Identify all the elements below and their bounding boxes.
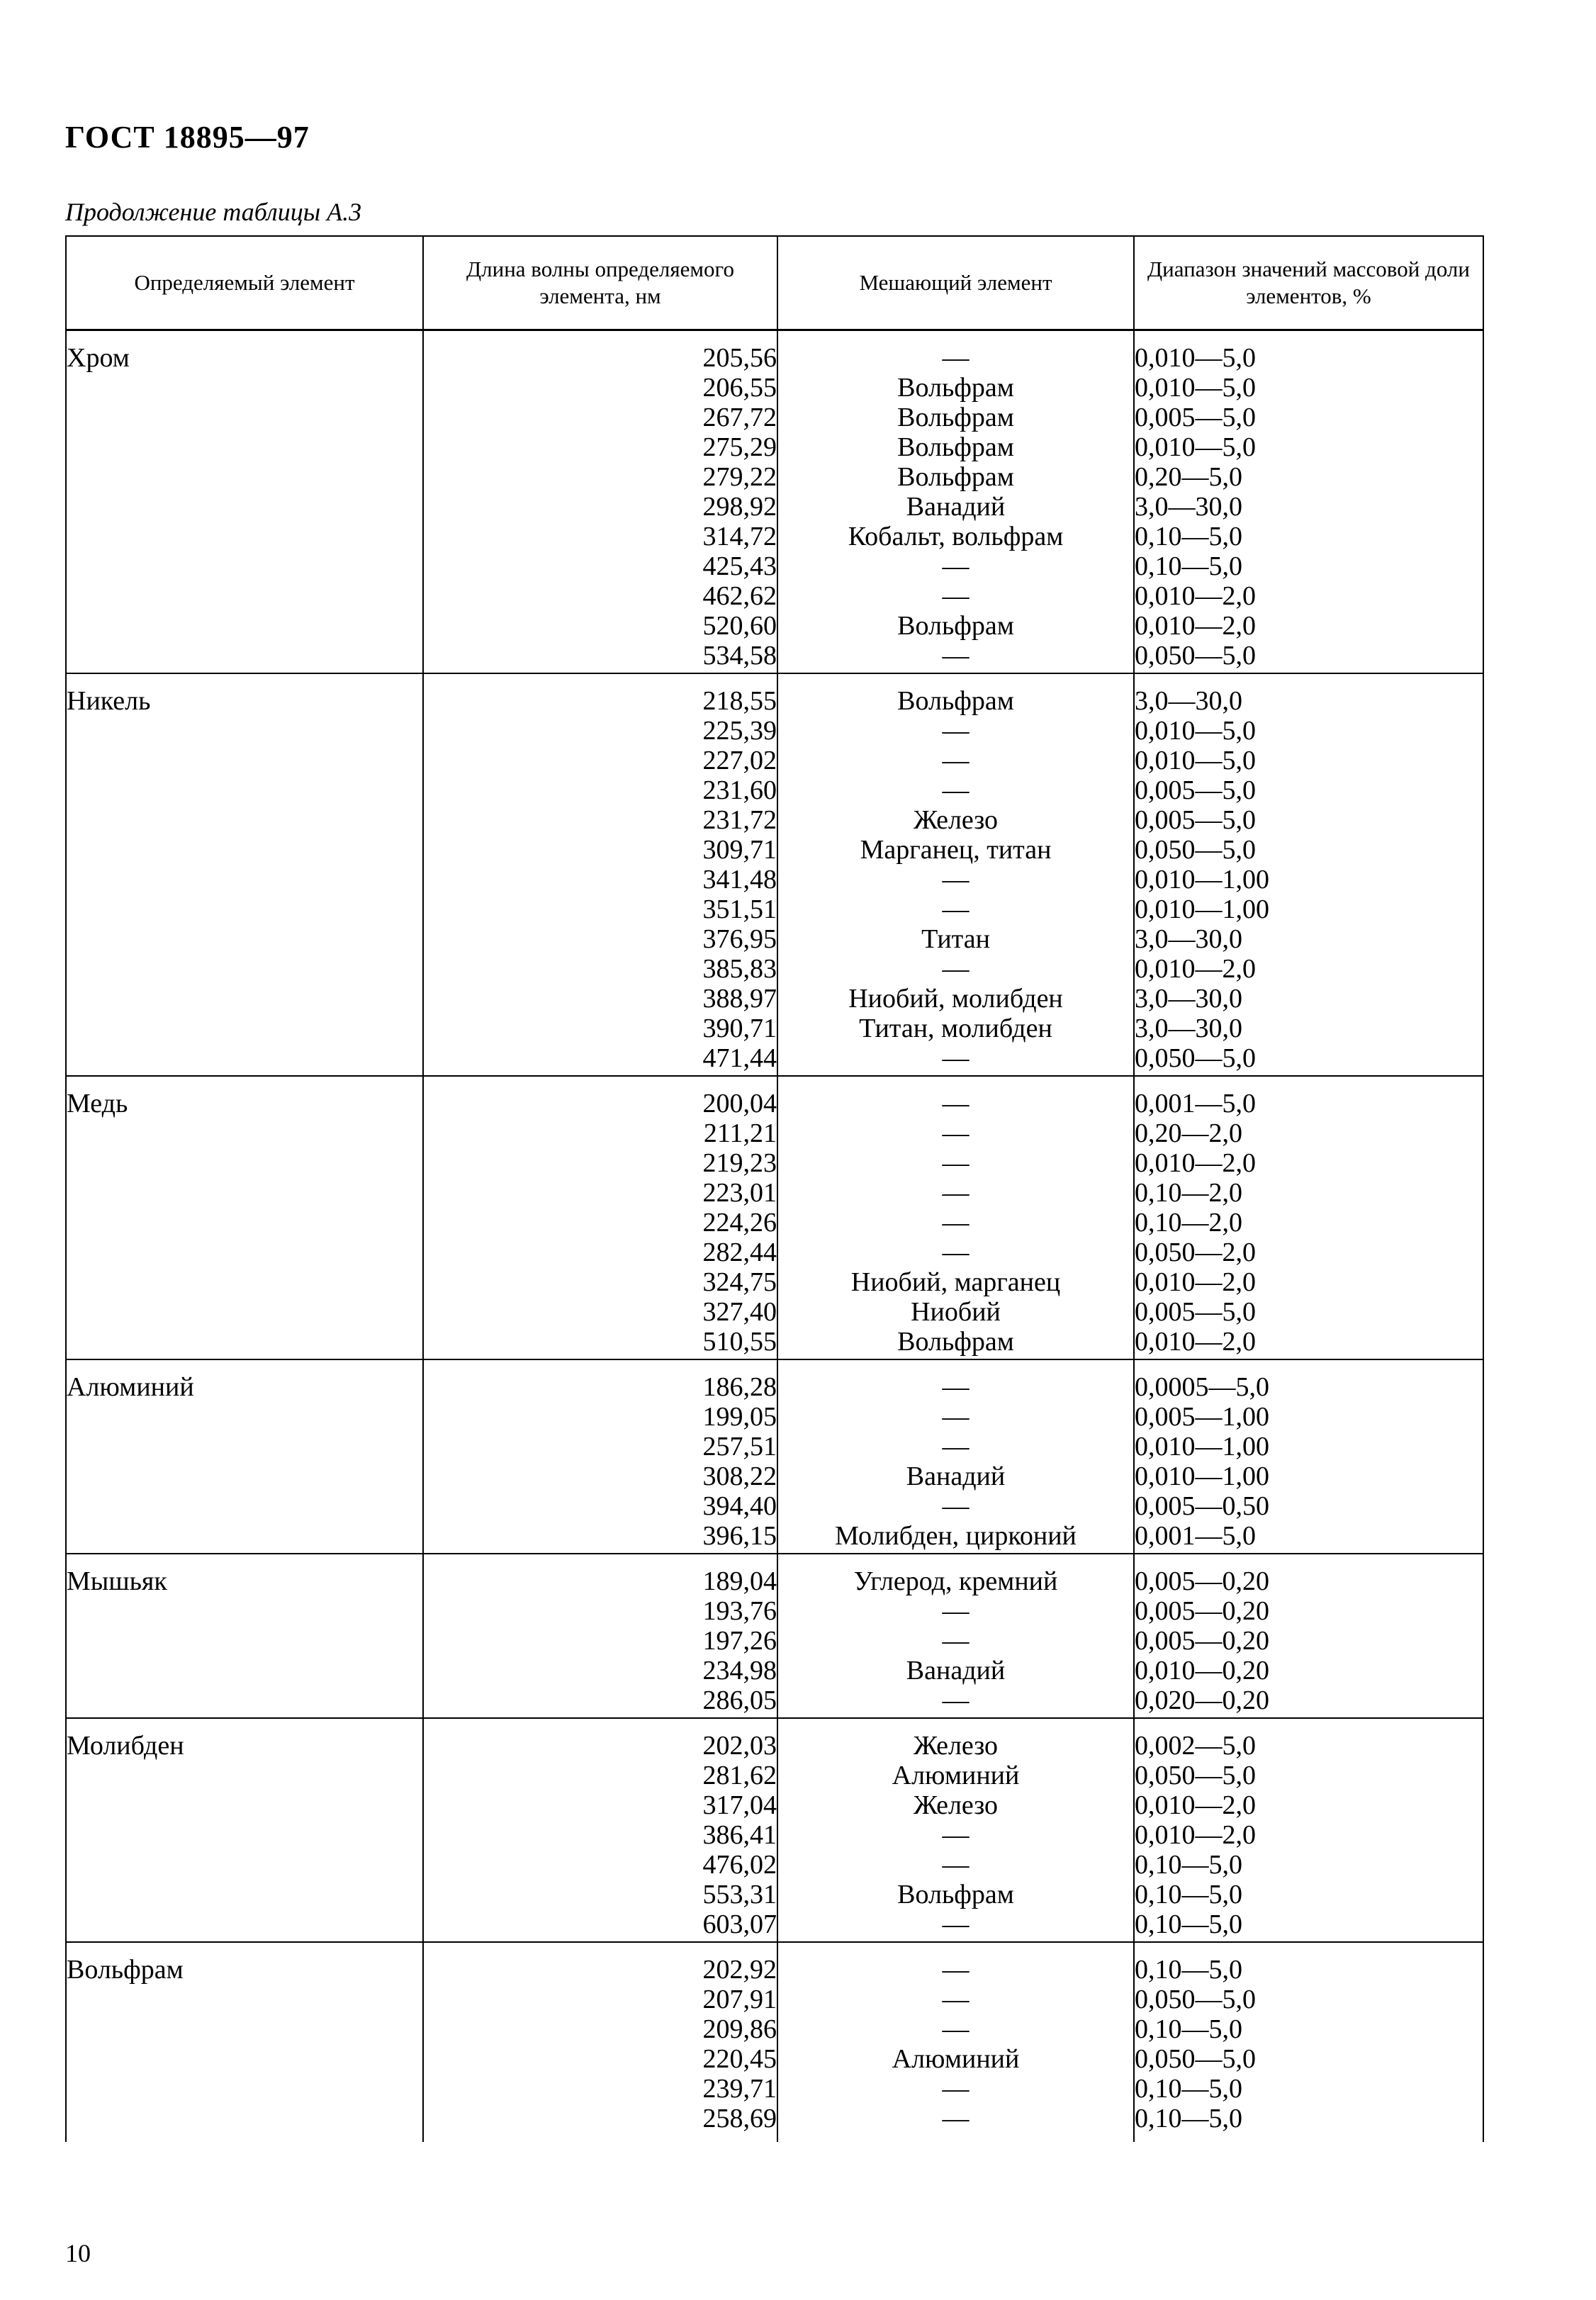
cell-determined-element <box>66 1076 423 1359</box>
wavelength-value: 202,03 <box>702 1731 777 1761</box>
table-row <box>66 1359 1483 1554</box>
wavelength-value: 218,55 <box>702 686 777 716</box>
cell-interfering-elements <box>777 673 1134 1076</box>
mass-fraction-range-value: 0,010—2,0 <box>1135 1267 1256 1297</box>
cell-interfering-elements <box>777 1718 1134 1942</box>
mass-fraction-range-value: 0,010—2,0 <box>1135 1327 1256 1357</box>
mass-fraction-range-value: 0,050—5,0 <box>1135 1043 1256 1073</box>
interfering-element-value: Ванадий <box>906 1656 1006 1685</box>
wavelength-value: 298,92 <box>702 492 777 522</box>
interfering-element-value: Вольфрам <box>897 462 1014 492</box>
element-name: Вольфрам <box>67 1955 184 1985</box>
wavelength-value: 351,51 <box>702 894 777 924</box>
wavelength-value: 341,48 <box>702 865 777 894</box>
mass-fraction-range-value: 0,010—5,0 <box>1135 716 1256 746</box>
mass-fraction-range-value: 0,10—2,0 <box>1135 1208 1242 1238</box>
interfering-element-value: Ниобий, марганец <box>850 1267 1061 1297</box>
column-header-mass-fraction-range: Диапазон значений массовой доли элементов, % <box>1134 236 1483 330</box>
page-number: 10 <box>65 2239 91 2267</box>
interfering-element-value: Углерод, кремний <box>853 1566 1058 1596</box>
interfering-element-value: — <box>942 1850 970 1880</box>
wavelength-value: 476,02 <box>702 1850 777 1880</box>
mass-fraction-range-value: 0,010—5,0 <box>1135 373 1256 403</box>
mass-fraction-range-value: 3,0—30,0 <box>1135 924 1242 954</box>
mass-fraction-range-value: 0,050—5,0 <box>1135 641 1256 671</box>
cell-determined-element <box>66 1554 423 1718</box>
wavelength-value: 209,86 <box>702 2014 777 2044</box>
mass-fraction-range-value: 0,010—1,00 <box>1135 894 1269 924</box>
interfering-element-value: — <box>942 954 970 984</box>
wavelength-value: 186,28 <box>702 1372 777 1402</box>
interfering-element-value: — <box>942 2074 970 2104</box>
mass-fraction-range-value: 0,10—5,0 <box>1135 1880 1242 1909</box>
mass-fraction-range-value: 0,005—5,0 <box>1135 403 1256 432</box>
mass-fraction-range-value: 0,005—0,20 <box>1135 1566 1269 1596</box>
cell-wavelengths <box>423 1554 777 1718</box>
interfering-element-value: — <box>942 1985 970 2014</box>
mass-fraction-range-value: 3,0—30,0 <box>1135 984 1242 1014</box>
mass-fraction-range-value: 0,050—5,0 <box>1135 1761 1256 1790</box>
wavelength-value: 425,43 <box>702 551 777 581</box>
mass-fraction-range-value: 0,010—2,0 <box>1135 581 1256 611</box>
wavelength-value: 227,02 <box>702 746 777 775</box>
mass-fraction-range-value: 0,010—2,0 <box>1135 1820 1256 1850</box>
element-name: Хром <box>67 343 130 373</box>
wavelength-value: 211,21 <box>703 1118 777 1148</box>
mass-fraction-range-value: 0,010—2,0 <box>1135 1790 1256 1820</box>
table-row <box>66 1076 1483 1359</box>
interfering-element-value: Вольфрам <box>897 1880 1014 1909</box>
cell-interfering-elements <box>777 1076 1134 1359</box>
cell-determined-element <box>66 1359 423 1554</box>
interfering-element-value: Молибден, цирконий <box>835 1521 1077 1551</box>
interfering-element-value: Алюминий <box>892 2044 1020 2074</box>
cell-wavelengths <box>423 1942 777 2142</box>
interfering-element-value: Ванадий <box>906 492 1006 522</box>
interfering-element-value: — <box>942 1208 970 1238</box>
mass-fraction-range-value: 3,0—30,0 <box>1135 492 1242 522</box>
interfering-element-value: Титан <box>921 924 990 954</box>
table-body <box>66 330 1483 2143</box>
wavelength-value: 231,60 <box>702 775 777 805</box>
mass-fraction-range-value: 0,20—2,0 <box>1135 1118 1242 1148</box>
wavelength-value: 189,04 <box>702 1566 777 1596</box>
cell-determined-element <box>66 330 423 674</box>
wavelength-value: 314,72 <box>702 522 777 551</box>
interfering-element-value: — <box>942 1685 970 1715</box>
element-name: Алюминий <box>67 1372 194 1402</box>
interfering-element-value: Вольфрам <box>897 611 1014 641</box>
wavelength-value: 282,44 <box>702 1238 777 1267</box>
mass-fraction-range-value: 3,0—30,0 <box>1135 686 1242 716</box>
mass-fraction-range-value: 0,010—0,20 <box>1135 1656 1269 1685</box>
wavelength-value: 202,92 <box>702 1955 777 1985</box>
mass-fraction-range-value: 3,0—30,0 <box>1135 1014 1242 1043</box>
interfering-element-value: — <box>942 716 970 746</box>
cell-mass-fraction-ranges <box>1134 330 1483 674</box>
mass-fraction-range-value: 0,010—2,0 <box>1135 954 1256 984</box>
wavelength-value: 200,04 <box>702 1089 777 1118</box>
interfering-element-value: Ванадий <box>906 1462 1006 1491</box>
cell-interfering-elements <box>777 1359 1134 1554</box>
mass-fraction-range-value: 0,005—1,00 <box>1135 1402 1269 1432</box>
mass-fraction-range-value: 0,10—5,0 <box>1135 2104 1242 2133</box>
mass-fraction-range-value: 0,010—1,00 <box>1135 1432 1269 1462</box>
table-header-row <box>66 236 1483 330</box>
cell-mass-fraction-ranges <box>1134 1359 1483 1554</box>
cell-interfering-elements <box>777 1942 1134 2142</box>
mass-fraction-range-value: 0,050—5,0 <box>1135 1985 1256 2014</box>
cell-mass-fraction-ranges <box>1134 1718 1483 1942</box>
interfering-element-value: Вольфрам <box>897 686 1014 716</box>
mass-fraction-range-value: 0,10—5,0 <box>1135 551 1242 581</box>
wavelength-value: 394,40 <box>702 1491 777 1521</box>
mass-fraction-range-value: 0,010—2,0 <box>1135 1148 1256 1178</box>
interfering-element-value: Железо <box>913 1731 999 1761</box>
interfering-element-value: — <box>942 1118 970 1148</box>
cell-mass-fraction-ranges <box>1134 673 1483 1076</box>
interfering-element-value: Марганец, титан <box>860 835 1052 865</box>
wavelength-value: 207,91 <box>702 1985 777 2014</box>
wavelength-value: 462,62 <box>702 581 777 611</box>
mass-fraction-range-value: 0,050—5,0 <box>1135 2044 1256 2074</box>
interfering-element-value: — <box>942 894 970 924</box>
mass-fraction-range-value: 0,005—0,20 <box>1135 1626 1269 1656</box>
mass-fraction-range-value: 0,10—5,0 <box>1135 2014 1242 2044</box>
wavelength-value: 199,05 <box>702 1402 777 1432</box>
mass-fraction-range-value: 0,050—5,0 <box>1135 835 1256 865</box>
table-row <box>66 1554 1483 1718</box>
element-name: Молибден <box>67 1731 184 1761</box>
interfering-element-value: — <box>942 2104 970 2133</box>
wavelength-value: 327,40 <box>702 1297 777 1327</box>
cell-wavelengths <box>423 673 777 1076</box>
mass-fraction-range-value: 0,001—5,0 <box>1135 1521 1256 1551</box>
cell-mass-fraction-ranges <box>1134 1076 1483 1359</box>
wavelength-value: 219,23 <box>702 1148 777 1178</box>
interfering-element-value: Ниобий <box>911 1297 1001 1327</box>
cell-interfering-elements <box>777 1554 1134 1718</box>
interfering-element-value: — <box>942 1372 970 1402</box>
table-row <box>66 330 1483 674</box>
table-row <box>66 1942 1483 2142</box>
cell-mass-fraction-ranges <box>1134 1554 1483 1718</box>
wavelength-value: 309,71 <box>702 835 777 865</box>
wavelength-value: 234,98 <box>702 1656 777 1685</box>
cell-determined-element <box>66 1942 423 2142</box>
wavelength-value: 534,58 <box>702 641 777 671</box>
cell-wavelengths <box>423 1076 777 1359</box>
interfering-element-value: Железо <box>913 805 999 835</box>
element-name: Мышьяк <box>67 1566 167 1596</box>
interfering-element-value: — <box>942 775 970 805</box>
wavelength-value: 267,72 <box>702 403 777 432</box>
wavelength-value: 510,55 <box>702 1327 777 1357</box>
mass-fraction-range-value: 0,010—1,00 <box>1135 865 1269 894</box>
cell-wavelengths <box>423 1359 777 1554</box>
wavelength-value: 385,83 <box>702 954 777 984</box>
mass-fraction-range-value: 0,10—5,0 <box>1135 522 1242 551</box>
wavelength-value: 308,22 <box>702 1462 777 1491</box>
wavelength-value: 224,26 <box>702 1208 777 1238</box>
interfering-element-value: — <box>942 746 970 775</box>
wavelength-value: 390,71 <box>702 1014 777 1043</box>
mass-fraction-range-value: 0,020—0,20 <box>1135 1685 1269 1715</box>
spectral-lines-table-container <box>65 235 1483 2142</box>
interfering-element-value: Титан, молибден <box>859 1014 1052 1043</box>
mass-fraction-range-value: 0,20—5,0 <box>1135 462 1242 492</box>
element-name: Медь <box>67 1089 128 1118</box>
wavelength-value: 324,75 <box>702 1267 777 1297</box>
column-header-element: Определяемый элемент <box>66 236 423 330</box>
wavelength-value: 275,29 <box>702 432 777 462</box>
interfering-element-value: — <box>942 1432 970 1462</box>
interfering-element-value: — <box>942 1596 970 1626</box>
mass-fraction-range-value: 0,10—5,0 <box>1135 1850 1242 1880</box>
cell-determined-element <box>66 1718 423 1942</box>
wavelength-value: 388,97 <box>702 984 777 1014</box>
wavelength-value: 258,69 <box>702 2104 777 2133</box>
spectral-lines-table <box>65 235 1484 2142</box>
interfering-element-value: — <box>942 1491 970 1521</box>
interfering-element-value: Ниобий, молибден <box>848 984 1063 1014</box>
wavelength-value: 257,51 <box>702 1432 777 1462</box>
cell-determined-element <box>66 673 423 1076</box>
interfering-element-value: Алюминий <box>892 1761 1020 1790</box>
wavelength-value: 206,55 <box>702 373 777 403</box>
mass-fraction-range-value: 0,005—5,0 <box>1135 775 1256 805</box>
mass-fraction-range-value: 0,0005—5,0 <box>1135 1372 1269 1402</box>
mass-fraction-range-value: 0,002—5,0 <box>1135 1731 1256 1761</box>
wavelength-value: 520,60 <box>702 611 777 641</box>
wavelength-value: 223,01 <box>702 1178 777 1208</box>
table-continuation-caption: Продолжение таблицы А.3 <box>65 198 362 226</box>
interfering-element-value: — <box>942 551 970 581</box>
wavelength-value: 220,45 <box>702 2044 777 2074</box>
interfering-element-value: — <box>942 1626 970 1656</box>
wavelength-value: 471,44 <box>702 1043 777 1073</box>
column-header-wavelength: Длина волны определяемого элемента, нм <box>423 236 777 330</box>
interfering-element-value: — <box>942 1955 970 1985</box>
interfering-element-value: — <box>942 1909 970 1939</box>
interfering-element-value: Вольфрам <box>897 373 1014 403</box>
wavelength-value: 205,56 <box>702 343 777 373</box>
cell-wavelengths <box>423 1718 777 1942</box>
interfering-element-value: Железо <box>913 1790 999 1820</box>
interfering-element-value: — <box>942 343 970 373</box>
wavelength-value: 193,76 <box>702 1596 777 1626</box>
wavelength-value: 317,04 <box>702 1790 777 1820</box>
interfering-element-value: — <box>942 1148 970 1178</box>
cell-wavelengths <box>423 330 777 674</box>
mass-fraction-range-value: 0,005—0,50 <box>1135 1491 1269 1521</box>
mass-fraction-range-value: 0,010—5,0 <box>1135 343 1256 373</box>
wavelength-value: 396,15 <box>702 1521 777 1551</box>
table-row <box>66 673 1483 1076</box>
interfering-element-value: — <box>942 1178 970 1208</box>
table-row <box>66 1718 1483 1942</box>
wavelength-value: 603,07 <box>702 1909 777 1939</box>
standard-title: ГОСТ 18895—97 <box>65 120 310 155</box>
mass-fraction-range-value: 0,010—5,0 <box>1135 746 1256 775</box>
interfering-element-value: — <box>942 1820 970 1850</box>
wavelength-value: 281,62 <box>702 1761 777 1790</box>
wavelength-value: 225,39 <box>702 716 777 746</box>
wavelength-value: 376,95 <box>702 924 777 954</box>
interfering-element-value: — <box>942 1402 970 1432</box>
interfering-element-value: — <box>942 1089 970 1118</box>
wavelength-value: 239,71 <box>702 2074 777 2104</box>
wavelength-value: 279,22 <box>702 462 777 492</box>
interfering-element-value: Кобальт, вольфрам <box>848 522 1064 551</box>
interfering-element-value: — <box>942 641 970 671</box>
cell-interfering-elements <box>777 330 1134 674</box>
mass-fraction-range-value: 0,10—5,0 <box>1135 1955 1242 1985</box>
column-header-interfering-element: Мешающий элемент <box>777 236 1134 330</box>
mass-fraction-range-value: 0,005—5,0 <box>1135 1297 1256 1327</box>
wavelength-value: 553,31 <box>702 1880 777 1909</box>
wavelength-value: 386,41 <box>702 1820 777 1850</box>
mass-fraction-range-value: 0,10—5,0 <box>1135 2074 1242 2104</box>
interfering-element-value: — <box>942 1238 970 1267</box>
wavelength-value: 197,26 <box>702 1626 777 1656</box>
interfering-element-value: — <box>942 581 970 611</box>
mass-fraction-range-value: 0,050—2,0 <box>1135 1238 1256 1267</box>
interfering-element-value: — <box>942 1043 970 1073</box>
mass-fraction-range-value: 0,005—0,20 <box>1135 1596 1269 1626</box>
interfering-element-value: Вольфрам <box>897 1327 1014 1357</box>
interfering-element-value: — <box>942 865 970 894</box>
mass-fraction-range-value: 0,010—1,00 <box>1135 1462 1269 1491</box>
mass-fraction-range-value: 0,10—2,0 <box>1135 1178 1242 1208</box>
wavelength-value: 286,05 <box>702 1685 777 1715</box>
mass-fraction-range-value: 0,010—5,0 <box>1135 432 1256 462</box>
element-name: Никель <box>67 686 151 716</box>
cell-mass-fraction-ranges <box>1134 1942 1483 2142</box>
wavelength-value: 231,72 <box>702 805 777 835</box>
mass-fraction-range-value: 0,001—5,0 <box>1135 1089 1256 1118</box>
interfering-element-value: Вольфрам <box>897 403 1014 432</box>
mass-fraction-range-value: 0,010—2,0 <box>1135 611 1256 641</box>
interfering-element-value: — <box>942 2014 970 2044</box>
interfering-element-value: Вольфрам <box>897 432 1014 462</box>
mass-fraction-range-value: 0,005—5,0 <box>1135 805 1256 835</box>
mass-fraction-range-value: 0,10—5,0 <box>1135 1909 1242 1939</box>
